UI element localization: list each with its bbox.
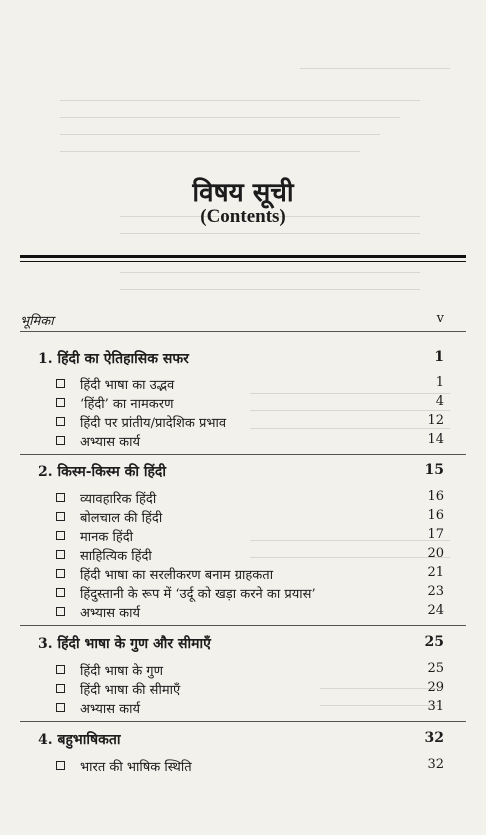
section-page: 24: [427, 603, 444, 618]
section-page: 12: [427, 413, 444, 428]
checkbox-bullet-icon: [56, 761, 65, 770]
chapter-title: हिंदी भाषा के गुण और सीमाएँ: [57, 636, 211, 652]
section-page: 1: [435, 375, 444, 390]
section-label: हिंदी भाषा का उद्भव: [80, 378, 175, 393]
page-title: विषय सूची: [192, 178, 294, 208]
intro-label: भूमिका: [20, 314, 54, 329]
chapter-title: बहुभाषिकता: [57, 732, 121, 748]
section-page: 16: [427, 489, 444, 504]
section-page: 16: [427, 508, 444, 523]
chapter-title: किस्म-किस्म की हिंदी: [57, 464, 166, 480]
checkbox-bullet-icon: [56, 531, 65, 540]
section-label: भारत की भाषिक स्थिति: [80, 760, 192, 775]
show-through: [60, 151, 360, 152]
chapter-number: 4.: [38, 732, 53, 748]
section-page: 4: [435, 394, 444, 409]
show-through: [120, 289, 420, 290]
show-through: [250, 410, 450, 411]
separator: [20, 625, 466, 626]
section-label: ‘हिंदी’ का नामकरण: [80, 397, 174, 412]
chapter-page: 32: [424, 730, 444, 746]
section-page: 32: [427, 757, 444, 772]
section-label: हिंदी भाषा के गुण: [80, 664, 164, 679]
section-label: व्यावहारिक हिंदी: [80, 492, 157, 507]
show-through: [250, 540, 450, 541]
section-label: हिंदी पर प्रांतीय/प्रादेशिक प्रभाव: [80, 416, 227, 431]
section-page: 25: [427, 661, 444, 676]
intro-page: v: [436, 311, 444, 326]
show-through: [300, 68, 450, 69]
separator: [20, 454, 466, 455]
checkbox-bullet-icon: [56, 379, 65, 388]
show-through: [60, 117, 400, 118]
section-label: हिंदुस्तानी के रूप में ‘उर्दू को खड़ा करने का प्रयास’: [80, 587, 316, 602]
chapter-number: 3.: [38, 636, 53, 652]
chapter-title: हिंदी का ऐतिहासिक सफर: [57, 351, 189, 367]
checkbox-bullet-icon: [56, 493, 65, 502]
section-label: अभ्यास कार्य: [80, 702, 141, 717]
chapter-page: 25: [424, 634, 444, 650]
show-through: [320, 705, 440, 706]
checkbox-bullet-icon: [56, 569, 65, 578]
title-rule-thick: [20, 255, 466, 258]
show-through: [120, 233, 420, 234]
section-page: 20: [427, 546, 444, 561]
checkbox-bullet-icon: [56, 512, 65, 521]
section-label: मानक हिंदी: [80, 530, 134, 545]
checkbox-bullet-icon: [56, 684, 65, 693]
chapter-number: 1.: [38, 351, 53, 367]
separator: [20, 331, 466, 332]
section-label: अभ्यास कार्य: [80, 606, 141, 621]
checkbox-bullet-icon: [56, 550, 65, 559]
chapter-page: 1: [434, 349, 444, 365]
section-page: 21: [427, 565, 444, 580]
checkbox-bullet-icon: [56, 588, 65, 597]
section-label: हिंदी भाषा की सीमाएँ: [80, 683, 181, 698]
show-through: [60, 100, 420, 101]
show-through: [60, 134, 380, 135]
show-through: [250, 557, 450, 558]
section-label: साहित्यिक हिंदी: [80, 549, 152, 564]
page-subtitle: (Contents): [200, 206, 286, 227]
chapter-page: 15: [424, 462, 444, 478]
section-page: 29: [427, 680, 444, 695]
show-through: [250, 393, 450, 394]
separator: [20, 721, 466, 722]
chapter-number: 2.: [38, 464, 53, 480]
show-through: [250, 428, 450, 429]
section-page: 17: [427, 527, 444, 542]
section-page: 31: [427, 699, 444, 714]
show-through: [120, 272, 420, 273]
checkbox-bullet-icon: [56, 417, 65, 426]
section-label: हिंदी भाषा का सरलीकरण बनाम ग्राहकता: [80, 568, 274, 583]
checkbox-bullet-icon: [56, 398, 65, 407]
checkbox-bullet-icon: [56, 607, 65, 616]
section-page: 23: [427, 584, 444, 599]
checkbox-bullet-icon: [56, 436, 65, 445]
section-page: 14: [427, 432, 444, 447]
checkbox-bullet-icon: [56, 665, 65, 674]
section-label: बोलचाल की हिंदी: [80, 511, 163, 526]
title-rule-thin: [20, 261, 466, 262]
section-label: अभ्यास कार्य: [80, 435, 141, 450]
show-through: [320, 688, 440, 689]
checkbox-bullet-icon: [56, 703, 65, 712]
